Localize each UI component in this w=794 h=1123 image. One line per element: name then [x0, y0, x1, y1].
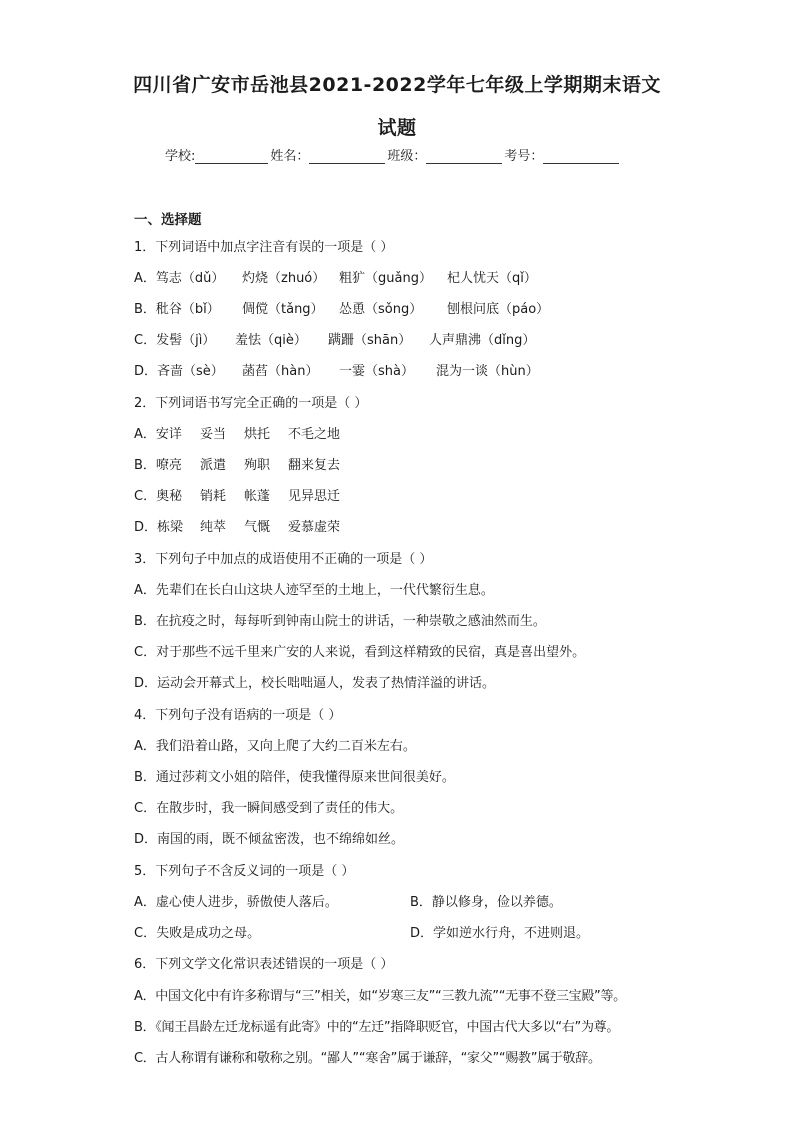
school-label: 学校: — [165, 149, 196, 164]
question-1-option-b — [134, 298, 549, 317]
option-item: A．安详 — [134, 427, 182, 442]
option-item: 帐蓬 — [244, 489, 271, 504]
question-2-stem: 2．下列词语书写完全正确的一项是（ ） — [134, 396, 368, 411]
question-1-stem: 1．下列词语中加点字注音有误的一项是（ ） — [134, 240, 394, 255]
option-item: B．秕谷（bǐ） — [134, 302, 220, 317]
option-item: A．笃志（dǔ） — [134, 271, 225, 286]
option-item: C．发髻（jì） — [134, 333, 216, 348]
question-1-option-a — [134, 267, 537, 286]
question-6-option-a: A．中国文化中有许多称谓与“三”相关，如“岁寒三友”“三教九流”“无事不登三宝殿”等。 — [134, 989, 626, 1004]
option-item: 爱慕虚荣 — [288, 520, 341, 535]
option-item: 粗犷（guǎng） — [339, 271, 432, 286]
option-item: 销耗 — [200, 489, 227, 504]
question-5-option-d: D．学如逆水行舟，不进则退。 — [410, 926, 590, 941]
name-blank[interactable] — [309, 149, 385, 164]
option-item: 见异思迁 — [288, 489, 341, 504]
question-1-option-d — [134, 360, 539, 379]
question-1-option-c — [134, 329, 535, 348]
option-item: 殉职 — [244, 458, 271, 473]
question-4-option-a: A．我们沿着山路，又向上爬了大约二百米左右。 — [134, 739, 416, 754]
school-blank[interactable] — [195, 149, 268, 164]
document-title-line1: 四川省广安市岳池县2021-2022学年七年级上学期期末语文 — [133, 74, 661, 96]
option-item: 混为一谈（hùn） — [436, 364, 539, 379]
class-label: 班级： — [387, 149, 427, 164]
option-item: 人声鼎沸（dǐng） — [429, 333, 536, 348]
option-item: 纯萃 — [200, 520, 227, 535]
question-2-option-d — [134, 516, 340, 535]
number-blank[interactable] — [543, 149, 619, 164]
option-item: 菡萏（hàn） — [242, 364, 319, 379]
option-item: 怂恿（sǒng） — [339, 302, 423, 317]
option-item: 倜傥（tǎng） — [242, 302, 324, 317]
number-label: 考号： — [504, 149, 544, 164]
question-3-option-c: C．对于那些不远千里来广安的人来说，看到这样精致的民宿，真是喜出望外。 — [134, 645, 586, 660]
document-title-line2: 试题 — [377, 117, 417, 139]
option-item: 羞怯（qiè） — [235, 333, 307, 348]
option-item: 妥当 — [200, 427, 227, 442]
option-item: 灼烧（zhuó） — [242, 271, 326, 286]
question-3-option-a: A．先辈们在长白山这块人迹罕至的土地上，一代代繁衍生息。 — [134, 583, 494, 598]
option-item: C．奥秘 — [134, 489, 183, 504]
question-4-option-d: D．南国的雨，既不倾盆密泼，也不绵绵如丝。 — [134, 832, 405, 847]
question-2-option-a — [134, 423, 340, 442]
question-3-option-d: D．运动会开幕式上，校长咄咄逼人，发表了热情洋溢的讲话。 — [134, 676, 496, 691]
option-item: 蹒跚（shān） — [328, 333, 412, 348]
option-item: 气慨 — [244, 520, 271, 535]
question-4-stem: 4．下列句子没有语病的一项是（ ） — [134, 708, 342, 723]
option-item: 派遣 — [200, 458, 227, 473]
question-5-option-c: C．失败是成功之母。 — [134, 926, 261, 941]
question-5-option-a: A．虚心使人进步，骄傲使人落后。 — [134, 895, 338, 910]
student-info-row — [165, 145, 621, 164]
option-item: 烘托 — [244, 427, 271, 442]
section-heading: 一、选择题 — [134, 212, 202, 228]
question-5-option-b: B．静以修身，俭以养德。 — [410, 895, 562, 910]
option-item: 不毛之地 — [288, 427, 341, 442]
question-3-option-b: B．在抗疫之时，每每听到钟南山院士的讲话，一种崇敬之感油然而生。 — [134, 614, 546, 629]
question-4-option-c: C．在散步时，我一瞬间感受到了责任的伟大。 — [134, 801, 404, 816]
question-6-stem: 6．下列文学文化常识表述错误的一项是（ ） — [134, 957, 394, 972]
question-6-option-c: C．古人称谓有谦称和敬称之别。“鄙人”“寒舍”属于谦辞，“家父”“赐教”属于敬辞。 — [134, 1051, 601, 1066]
question-5-stem: 5．下列句子不含反义词的一项是（ ） — [134, 864, 355, 879]
option-item: 翻来复去 — [288, 458, 341, 473]
option-item: 一霎（shà） — [339, 364, 414, 379]
name-label: 姓名： — [270, 149, 310, 164]
option-item: D．栋梁 — [134, 520, 184, 535]
option-item: B．嘹亮 — [134, 458, 182, 473]
question-2-option-c — [134, 485, 340, 504]
question-3-stem: 3．下列句子中加点的成语使用不正确的一项是（ ） — [134, 552, 433, 567]
option-item: 杞人忧天（qǐ） — [447, 271, 537, 286]
option-item: 刨根问底（páo） — [447, 302, 550, 317]
question-2-option-b — [134, 454, 340, 473]
question-6-option-b: B．《闻王昌龄左迁龙标遥有此寄》中的“左迁”指降职贬官，中国古代大多以“右”为尊。 — [134, 1020, 620, 1035]
question-4-option-b: B．通过莎莉文小姐的陪伴，使我懂得原来世间很美好。 — [134, 770, 455, 785]
option-item: D．吝啬（sè） — [134, 364, 224, 379]
class-blank[interactable] — [426, 149, 502, 164]
